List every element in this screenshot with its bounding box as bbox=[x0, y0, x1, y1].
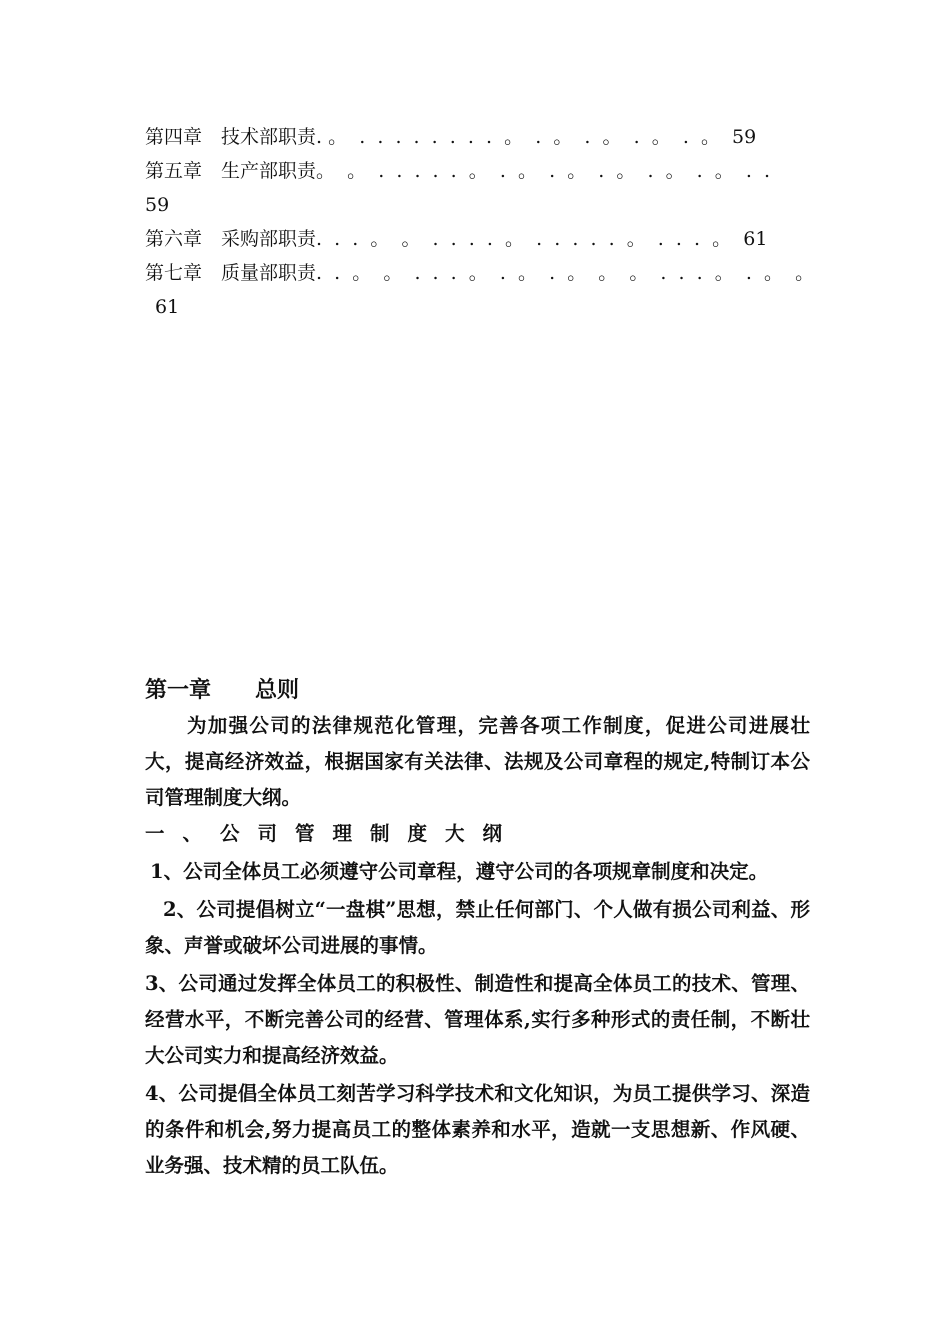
chapter-title: 总则 bbox=[255, 677, 300, 703]
toc-chapter-title: 采购部职责 bbox=[221, 228, 317, 250]
toc-leader: 。 。 . . . . . 。 . 。 . 。 . 。 . 。 . 。 . . bbox=[316, 160, 771, 182]
toc-page-number: 59 bbox=[145, 194, 170, 216]
document-body bbox=[145, 672, 810, 1184]
chapter-heading bbox=[145, 672, 810, 708]
chapter-number: 第一章 bbox=[145, 677, 212, 703]
toc-leader: . . . 。 。 . . . . 。 . . . . . 。 . . . 。 bbox=[316, 228, 744, 250]
toc-chapter-number: 第六章 bbox=[145, 228, 203, 250]
toc-leader: . . 。 。 . . . 。 . 。 . 。 。 。 . . . 。 . 。 。 bbox=[316, 262, 815, 284]
toc-chapter-number: 第四章 bbox=[145, 126, 203, 148]
toc-chapter-number: 第五章 bbox=[145, 160, 203, 182]
toc-page-number: 61 bbox=[743, 228, 768, 250]
toc-chapter-title: 技术部职责 bbox=[221, 126, 317, 148]
toc-chapter-title: 生产部职责 bbox=[221, 160, 317, 182]
toc-entry-6[interactable] bbox=[145, 222, 825, 256]
toc-entry-4[interactable] bbox=[145, 120, 825, 154]
list-item: 3、公司通过发挥全体员工的积极性、制造性和提高全体员工的技术、管理、经营水平，不断完善公司的经营、管理体系,实行多种形式的责任制，不断壮大公司实力和提高经济效益。 bbox=[145, 972, 810, 1067]
toc-entry-5[interactable] bbox=[145, 154, 825, 188]
table-of-contents bbox=[145, 120, 825, 324]
toc-page-number: 59 bbox=[732, 126, 757, 148]
toc-page-number: 61 bbox=[155, 296, 180, 318]
toc-chapter-title: 质量部职责 bbox=[221, 262, 317, 284]
toc-chapter-number: 第七章 bbox=[145, 262, 203, 284]
section-heading: 一、公司管理制度大纲 bbox=[145, 822, 521, 845]
list-item: 4、公司提倡全体员工刻苦学习科学技术和文化知识，为员工提供学习、深造的条件和机会,努力提高员工的整体素养和水平，造就一支思想新、作风硬、业务强、技术精的员工队伍。 bbox=[145, 1082, 810, 1177]
toc-entry-7[interactable] bbox=[145, 256, 825, 290]
toc-entry-7-page-line bbox=[145, 290, 825, 324]
list-item: 2、公司提倡树立“一盘棋”思想，禁止任何部门、个人做有损公司利益、形象、声誉或破坏公司进展的事情。 bbox=[145, 898, 810, 957]
list-item: 1、公司全体员工必须遵守公司章程，遵守公司的各项规章制度和决定。 bbox=[150, 860, 769, 883]
toc-leader: . 。 . . . . . . . . 。 . 。 . 。 . 。 . 。 bbox=[316, 126, 733, 148]
toc-entry-5-page-line bbox=[145, 188, 825, 222]
intro-paragraph: 为加强公司的法律规范化管理，完善各项工作制度，促进公司进展壮大，提高经济效益，根据国家有关法律、法规及公司章程的规定,特制订本公司管理制度大纲。 bbox=[145, 714, 810, 809]
